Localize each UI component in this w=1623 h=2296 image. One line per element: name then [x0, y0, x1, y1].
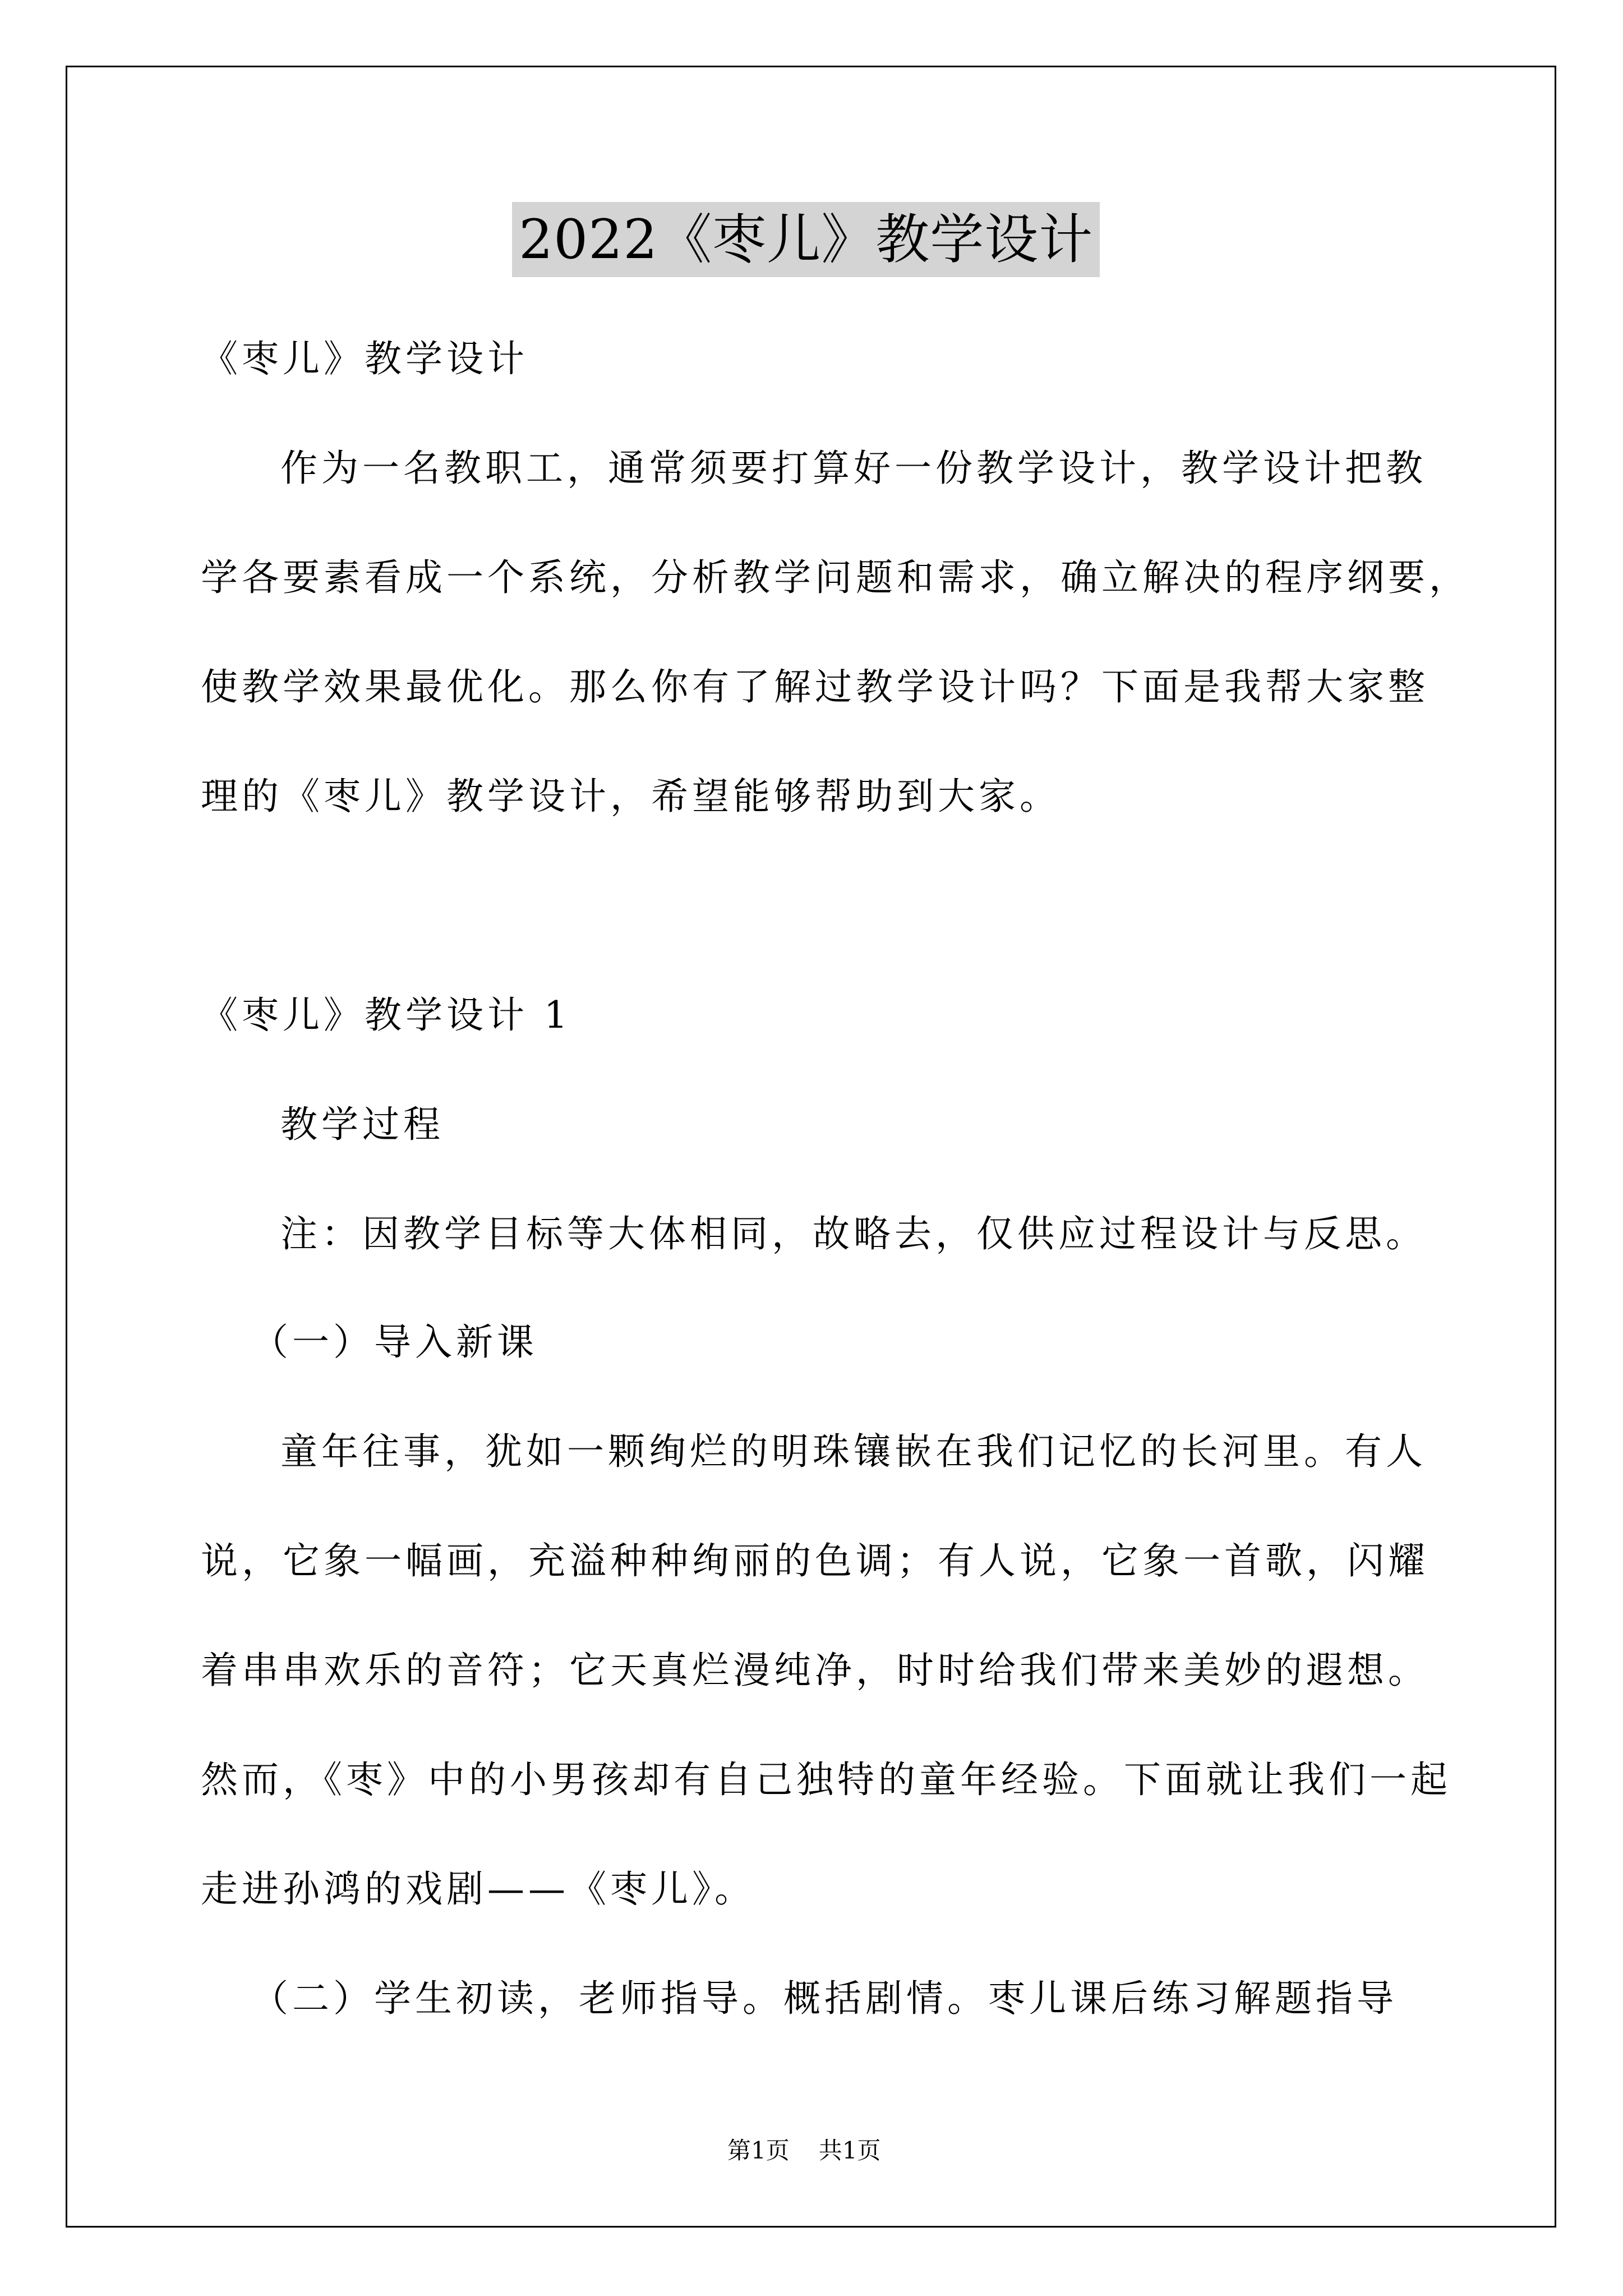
- subtitle-line: 《枣儿》教学设计: [201, 337, 528, 380]
- paragraph-line: 然而，《枣》中的小男孩却有自己独特的童年经验。下面就让我们一起: [201, 1758, 1451, 1801]
- document-title: 2022《枣儿》教学设计: [512, 202, 1100, 277]
- section-heading: 《枣儿》教学设计 1: [201, 993, 571, 1037]
- paragraph-line: 作为一名教职工，通常须要打算好一份教学设计，教学设计把教: [280, 447, 1427, 490]
- paragraph-line: 童年往事，犹如一颗绚烂的明珠镶嵌在我们记忆的长河里。有人: [280, 1430, 1427, 1473]
- paragraph-line: 学各要素看成一个系统，分析教学问题和需求，确立解决的程序纲要，: [201, 556, 1470, 599]
- page-number: 第1页: [727, 2137, 790, 2164]
- paragraph-line: 理的《枣儿》教学设计，希望能够帮助到大家。: [201, 775, 1061, 818]
- page-total: 共1页: [818, 2137, 881, 2164]
- paragraph-line: 使教学效果最优化。那么你有了解过教学设计吗？下面是我帮大家整: [201, 665, 1429, 708]
- paragraph-line: 着串串欢乐的音符；它天真烂漫纯净，时时给我们带来美妙的遐想。: [201, 1649, 1429, 1692]
- paragraph-line: 说，它象一幅画，充溢种种绚丽的色调；有人说，它象一首歌，闪耀: [201, 1539, 1429, 1582]
- paragraph-line: （一）导入新课: [251, 1320, 538, 1364]
- paragraph-line: 教学过程: [280, 1103, 444, 1146]
- paragraph-line: 走进孙鸿的戏剧——《枣儿》。: [201, 1867, 755, 1911]
- paragraph-line: 注：因教学目标等大体相同，故略去，仅供应过程设计与反思。: [280, 1212, 1427, 1255]
- paragraph-line: （二）学生初读，老师指导。概括剧情。枣儿课后练习解题指导: [251, 1977, 1398, 2020]
- page-footer: [727, 2134, 880, 2168]
